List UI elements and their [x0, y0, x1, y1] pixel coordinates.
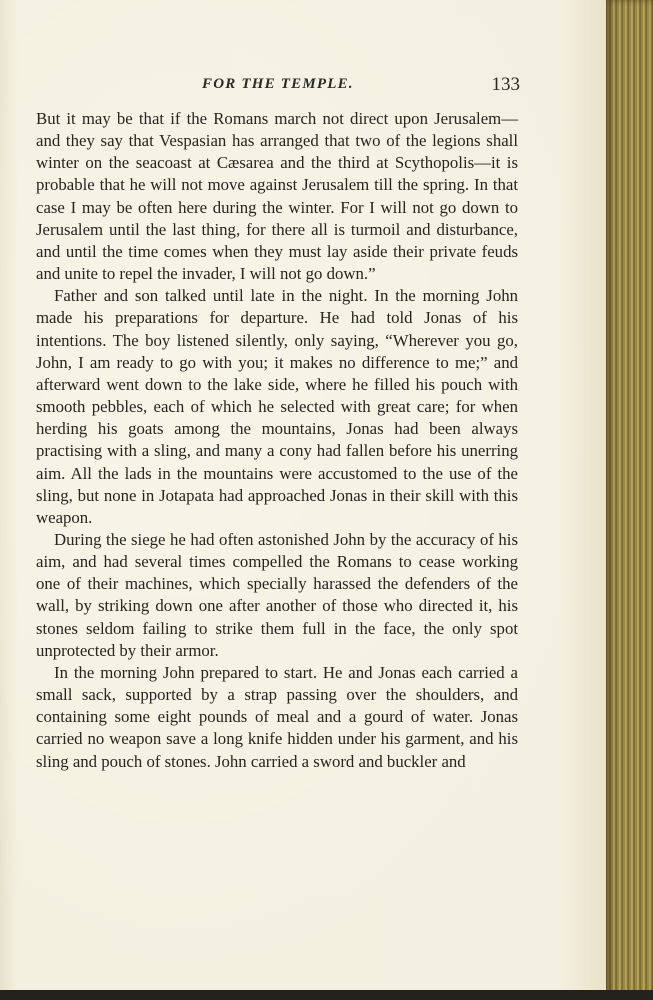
running-head	[36, 74, 526, 102]
body-text	[36, 108, 518, 773]
paragraph-3: During the siege he had often astonished John by the accuracy of his aim, and had several times compelled the Romans to cease working one of their machines, which specially harassed the defenders of the wall, by striking down one after another of those who directed it, his stones seldom failing to strike them full in the face, the only spot unprotected by their armor.	[36, 529, 518, 660]
paragraph-4: In the morning John prepared to start. He and Jonas each carried a small sack, supported by a strap passing over the shoulders, and containing some eight pounds of meal and a gourd of water. Jonas carried no weapon save a long knife hidden under his garment, and his sling and pouch of stones. John carried a sword and buckler and	[36, 662, 518, 771]
book-spine-edge	[606, 0, 653, 1000]
page-number: 133	[491, 74, 520, 95]
paragraph-1: But it may be that if the Romans march not direct upon Jerusalem—and they say that Vespasian has arranged that two of the legions shall winter on the seacoast at Cæsarea and the third at Scythopolis—it is probable that he will not move against Jerusalem till the spring. In that case I may be often here during the winter. For I will not go down to Jerusalem until the last thing, for there all is turmoil and disturbance, and until the time comes when they must lay aside their private feuds and unite to repel the invader, I will not go down.”	[36, 109, 518, 284]
paragraph-2: Father and son talked until late in the night. In the morning John made his preparations for departure. He had told Jonas of his intentions. The boy listened silently, only saying, “Wherever you go, John, I am ready to go with you; it makes no difference to me;” and afterward went down to the lake side, where he filled his pouch with smooth pebbles, each of which he selected with great care; for when herding his goats among the mountains, Jonas had been always practising with a sling, and many a cony had fallen before his unerring aim. All the lads in the mountains were accustomed to the use of the sling, but none in Jotapata had approached Jonas in their skill with this weapon.	[36, 286, 518, 527]
scan-bottom-edge	[0, 990, 653, 1000]
running-title: FOR THE TEMPLE.	[202, 76, 354, 92]
